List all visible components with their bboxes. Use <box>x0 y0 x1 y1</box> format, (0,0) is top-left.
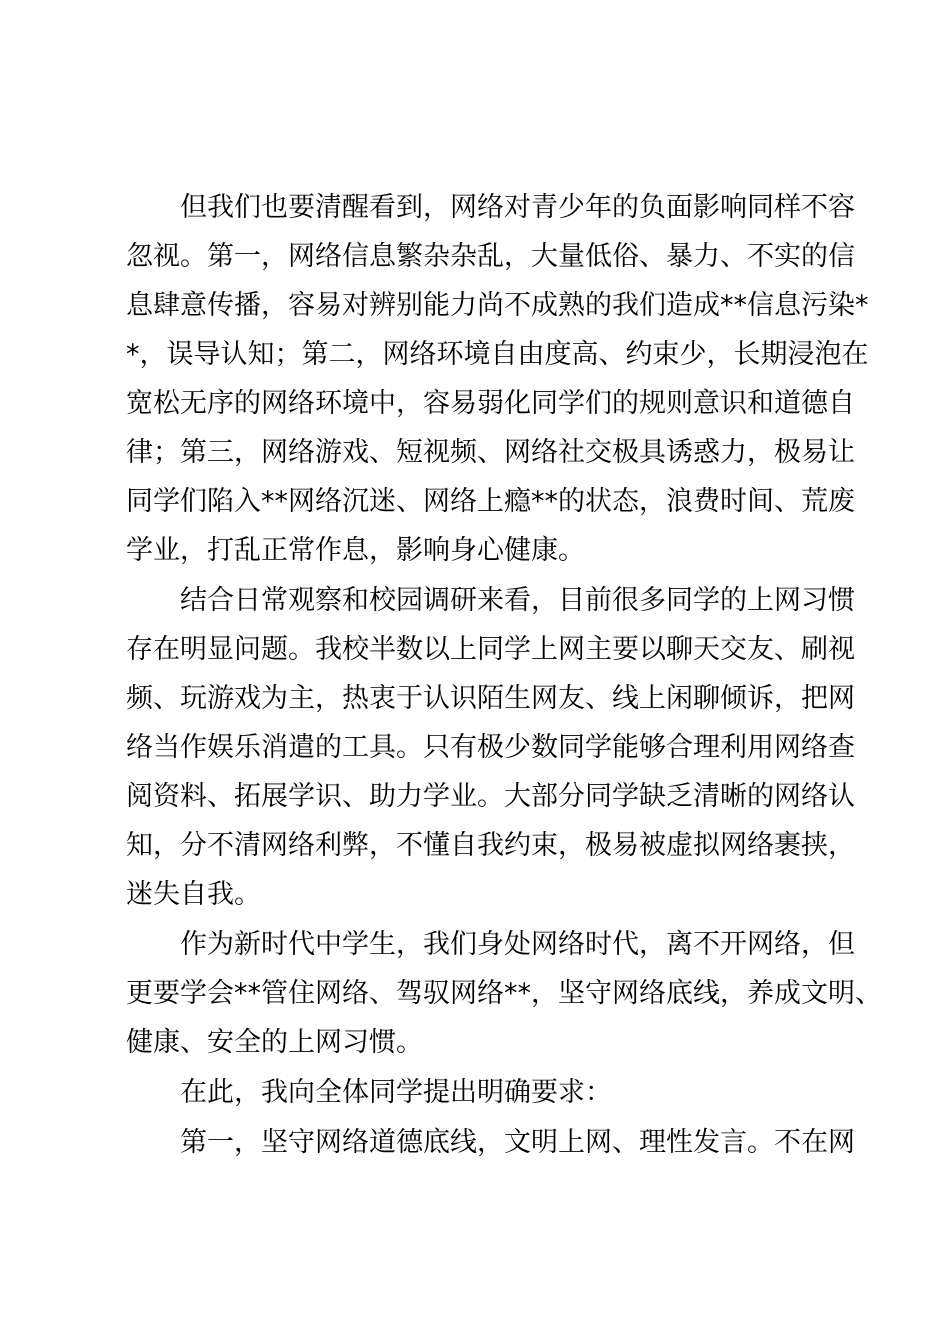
paragraph-survey-findings <box>126 576 866 919</box>
text-line: 知，分不清网络利弊，不懂自我约束，极易被虚拟网络裹挟， <box>126 830 855 861</box>
text-line: 忽视。第一，网络信息繁杂杂乱，大量低俗、暴力、不实的信 <box>126 241 855 272</box>
text-line: 作为新时代中学生，我们身处网络时代，离不开网络，但 <box>126 929 855 960</box>
text-line: 宽松无序的网络环境中，容易弱化同学们的规则意识和道德自 <box>126 388 855 419</box>
text-line: 阅资料、拓展学识、助力学业。大部分同学缺乏清晰的网络认 <box>126 781 855 812</box>
text-line: 在此，我向全体同学提出明确要求： <box>126 1077 612 1108</box>
paragraph-new-era-students <box>126 920 882 1067</box>
text-line: 频、玩游戏为主，热衷于认识陌生网友、线上闲聊倾诉，把网 <box>126 683 855 714</box>
text-line: 学业，打乱正常作息，影响身心健康。 <box>126 535 585 566</box>
text-line: 息肆意传播，容易对辨别能力尚不成熟的我们造成**信息污染* <box>126 290 869 321</box>
text-line: 结合日常观察和校园调研来看，目前很多同学的上网习惯 <box>126 585 855 616</box>
text-line: 同学们陷入**网络沉迷、网络上瘾**的状态，浪费时间、荒废 <box>126 486 855 517</box>
paragraph-negative-impact <box>126 183 869 575</box>
text-line: 迷失自我。 <box>126 879 261 910</box>
document-body <box>126 183 882 1167</box>
text-line: 更要学会**管住网络、驾驭网络**，坚守网络底线，养成文明、 <box>126 978 882 1009</box>
text-line: 律；第三，网络游戏、短视频、网络社交极具诱惑力，极易让 <box>126 437 855 468</box>
text-line: 络当作娱乐消遣的工具。只有极少数同学能够合理利用网络查 <box>126 732 855 763</box>
text-line: 存在明显问题。我校半数以上同学上网主要以聊天交友、刷视 <box>126 634 855 665</box>
text-line: 健康、安全的上网习惯。 <box>126 1027 423 1058</box>
text-line: 第一，坚守网络道德底线，文明上网、理性发言。不在网 <box>126 1127 855 1158</box>
text-line: *，误导认知；第二，网络环境自由度高、约束少，长期浸泡在 <box>126 339 869 370</box>
paragraph-requirements-intro <box>126 1068 866 1117</box>
paragraph-requirement-first <box>126 1118 866 1167</box>
text-line: 但我们也要清醒看到，网络对青少年的负面影响同样不容 <box>126 192 855 223</box>
